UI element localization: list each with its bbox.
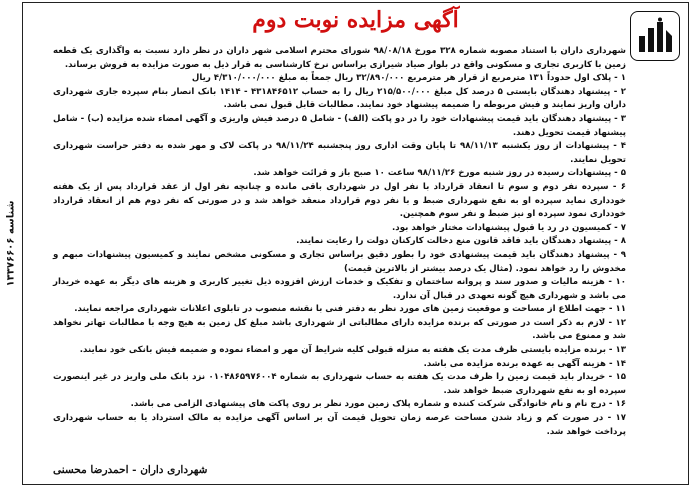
list-item: ۳ - پیشنهاد دهندگان باید قیمت پیشنهادات خود را در دو پاکت (الف) - شامل ۵ درصد فیش واریزی و آگهی امضاء شده مزایده (ب) - شامل پیشنهاد قیمت تحویل دهند. [53, 113, 626, 138]
page-title: آگهی مزایده نوبت دوم [252, 7, 459, 33]
list-item: ۵ - پیشنهادات رسیده در روز شنبه مورخ ۹۸/۱۱/۲۶ ساعت ۱۰ صبح باز و قرائت خواهد شد. [253, 168, 626, 179]
side-label-text: شناسه ۱۳۳۷۶۶۰۶ [5, 200, 17, 287]
intro-paragraph: شهرداری داران با استناد مصوبه شماره ۳۲۸ مورخ ۹۸/۰۸/۱۸ شورای محترم اسلامی شهر داران در نظر دارد نسبت به واگذاری یک قطعه زمین با کاربری تجاری و مسکونی واقع در بلوار صیاد شیرازی براساس نرخ کارشناسی به قرار ذیل به صورت مزایده به فروش برساند. [53, 46, 626, 70]
side-label [2, 2, 20, 485]
list-item: ۱۳ - برنده مزایده بایستی ظرف مدت یک هفته به منزله قبولی کلیه شرایط آن مهر و امضاء نموده و ضمیمه فیش بانکی خود نمایند. [79, 345, 626, 356]
list-item: ۸ - پیشنهاد دهندگان باید فاقد قانون منع دخالت کارکنان دولت را رعایت نمایند. [296, 236, 626, 247]
logo-icon [635, 16, 675, 56]
list-item: ۴ - پیشنهادات از روز یکشنبه ۹۸/۱۱/۱۳ تا پایان وقت اداری روز پنجشنبه ۹۸/۱۱/۲۴ در پاکت لاک و مهر شده به دفتر حراست شهرداری تحویل نمایند. [53, 141, 626, 165]
announcement-body [53, 45, 626, 439]
list-item: ۷ - کمیسیون در رد یا قبول پیشنهادات مختار خواهد بود. [392, 222, 626, 233]
list-item: ۱۶ - درج نام و نام خانوادگی شرکت کننده و شماره پلاک زمین مورد نظر بر روی پاکت های پیشنهادی الزامی می باشد. [130, 399, 626, 410]
announcement-frame [22, 2, 689, 485]
list-item: ۱ - پلاک اول حدوداً ۱۳۱ مترمربع از قرار هر مترمربع ۳۲/۸۹۰/۰۰۰ ریال جمعاً به مبلغ ۴/۳۱۰/۰۰۰/۰۰۰ ریال [191, 73, 626, 84]
municipality-logo [630, 11, 680, 61]
list-item: ۶ - سپرده نفر دوم و سوم تا انعقاد قرارداد با نفر اول در شهرداری باقی مانده و چنانچه نفر اول از عقد قرارداد پس از یک هفته خودداری نماید سپرده او به نفع شهرداری ضبط و با نفر دوم قرارداد منعقد خواهد شد و در صورتی که نفر دوم هم از انعقاد قرارداد خودداری نمود سپرده او نیز ضبط و نفر سوم همچنین. [53, 181, 626, 220]
list-item: ۱۰ - هزینه مالیات و صدور سند و پروانه ساختمان و تفکیک و خدمات ارزش افزوده ذیل تغییر کاربری و هزینه های دیگر به عهده خریدار می باشد و شهرداری هیچ گونه تعهدی در قبال آن ندارد. [53, 277, 626, 301]
list-item: ۱۷ - در صورت کم و زیاد شدن مساحت عرصه زمان تحویل قیمت آن بر اساس آگهی مزایده به مالک استرداد یا به حساب شهرداری پرداخت خواهد شد. [53, 413, 626, 437]
list-item: ۹ - پیشنهاد دهندگان باید قیمت پیشنهادی خود را بطور دقیق براساس تجاری و مسکونی مشخص نمایند و کمیسیون پیشنهادات مبهم و مخدوش را رد خواهد نمود. (مثال یک درصد بیشتر از بالاترین قیمت) [53, 249, 626, 274]
list-item: ۱۴ - هزینه آگهی به عهده برنده مزایده می باشد. [423, 358, 626, 369]
list-item: ۱۵ - خریدار باید قیمت زمین را ظرف مدت یک هفته به حساب شهرداری به شماره ۰۱۰۴۸۶۵۹۷۶۰۰۴ نزد بانک ملی واریز در غیر اینصورت سپرده او به نفع شهرداری ضبط خواهد شد. [53, 372, 626, 396]
list-item: ۱۲ - لازم به ذکر است در صورتی که برنده مزایده دارای مطالباتی از شهرداری باشد مبلغ کل زمین به هیچ وجه با مطالبات تهاتر نخواهد شد و ممنوع می باشد. [53, 317, 626, 342]
list-item: ۲ - پیشنهاد دهندگان بایستی ۵ درصد کل مبلغ ۲۱۵/۵۰۰/۰۰۰ ریال را به حساب ۴۳۱۸۴۶۵۱۲ - ۱۴۱۴ بانک انصار بنام سپرده جاری شهرداری داران واریز نمایند و فیش مربوطه را ضمیمه پیشنهاد خود نمایند. مطالبات قابل قبول نمی باشد. [53, 86, 627, 111]
signature-line: شهرداری داران - احمدرضا محسنی [53, 464, 208, 476]
list-item: ۱۱ - جهت اطلاع از مساحت و موقعیت زمین های مورد نظر به دفتر فنی با نقشه منصوب در تابلوی اعلانات شهرداری مراجعه نمایند. [74, 304, 626, 315]
